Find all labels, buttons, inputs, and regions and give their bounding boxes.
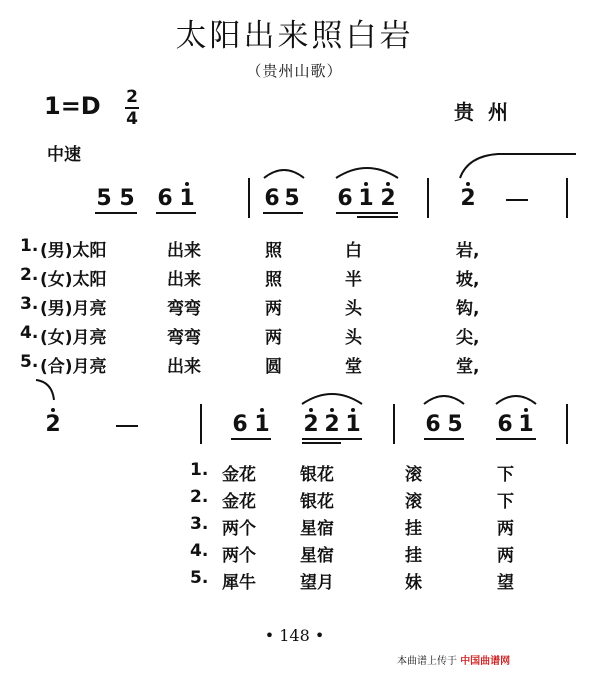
note: 5 <box>447 412 463 437</box>
slur <box>422 392 466 406</box>
lyric-word: 堂, <box>456 357 480 377</box>
eighth-beam <box>156 212 196 214</box>
time-signature-top: 2 <box>126 87 138 107</box>
eighth-beam <box>263 212 303 214</box>
lyric-word: 望月 <box>300 573 334 593</box>
lyric-word: 两 <box>265 299 282 319</box>
note: 6 <box>425 412 441 437</box>
lyric-word: 两个 <box>222 519 256 539</box>
sustain-dash <box>506 199 528 201</box>
barline <box>248 178 250 218</box>
lyric-word: (男)太阳 <box>40 241 107 261</box>
octave-dot <box>330 408 334 412</box>
lyric-word: 半 <box>345 270 362 290</box>
upload-footer <box>397 652 510 667</box>
barline <box>427 178 429 218</box>
eighth-beam <box>424 438 464 440</box>
lyric-word: 岩, <box>456 241 480 261</box>
note: 2 <box>460 186 476 211</box>
lyric-word: 出来 <box>167 357 201 377</box>
region-label: 贵州 <box>454 100 522 124</box>
note: 6 <box>232 412 248 437</box>
note: 2 <box>324 412 340 437</box>
verse-number: 4. <box>190 541 209 561</box>
lyric-word: 照 <box>265 241 282 261</box>
lyric-word: 银花 <box>300 492 334 512</box>
lyric-word: 照 <box>265 270 282 290</box>
lyric-word: 弯弯 <box>167 328 201 348</box>
page-number-value: 148 <box>279 626 310 645</box>
lyric-word: 下 <box>497 465 514 485</box>
lyric-word: 钩, <box>456 299 480 319</box>
tie-continuation <box>34 378 58 402</box>
sixteenth-beam <box>357 216 398 218</box>
verse-number: 3. <box>190 514 209 534</box>
octave-dot <box>351 408 355 412</box>
lyric-word: 头 <box>345 299 362 319</box>
barline <box>200 404 202 444</box>
sustain-dash <box>116 425 138 427</box>
note: 1 <box>358 186 374 211</box>
octave-dot <box>51 408 55 412</box>
note: 6 <box>337 186 353 211</box>
verse-number: 3. <box>20 294 39 314</box>
lyric-word: 望 <box>497 573 514 593</box>
page-number: • 148 • <box>264 626 325 645</box>
note: 5 <box>284 186 300 211</box>
verse-number: 2. <box>190 487 209 507</box>
note: 6 <box>264 186 280 211</box>
lyric-word: 尖, <box>456 328 480 348</box>
lyric-word: 下 <box>497 492 514 512</box>
lyric-word: 堂 <box>345 357 362 377</box>
barline <box>393 404 395 444</box>
note: 5 <box>96 186 112 211</box>
lyric-word: 坡, <box>456 270 480 290</box>
lyric-word: 银花 <box>300 465 334 485</box>
note: 6 <box>497 412 513 437</box>
tie-to-next-system <box>458 152 578 180</box>
lyric-word: 妹 <box>405 573 422 593</box>
slur <box>494 392 538 406</box>
barline <box>566 178 568 218</box>
sixteenth-beam <box>302 442 341 444</box>
lyric-word: 两 <box>497 546 514 566</box>
lyric-word: 两个 <box>222 546 256 566</box>
lyric-word: 犀牛 <box>222 573 256 593</box>
tempo-marking: 中速 <box>47 145 81 165</box>
eighth-beam <box>496 438 536 440</box>
note: 6 <box>157 186 173 211</box>
verse-number: 4. <box>20 323 39 343</box>
verse-number: 5. <box>20 352 39 372</box>
verse-number: 2. <box>20 265 39 285</box>
lyric-word: (合)月亮 <box>40 357 107 377</box>
verse-number: 1. <box>190 460 209 480</box>
lyric-word: 滚 <box>405 492 422 512</box>
site-logo: 中国曲谱网 <box>460 656 511 667</box>
verse-number: 1. <box>20 236 39 256</box>
eighth-beam <box>231 438 271 440</box>
slur <box>262 166 306 180</box>
note: 1 <box>345 412 361 437</box>
note: 1 <box>254 412 270 437</box>
lyric-word: (女)月亮 <box>40 328 107 348</box>
lyric-word: 挂 <box>405 519 422 539</box>
note: 1 <box>179 186 195 211</box>
eighth-beam <box>95 212 137 214</box>
lyric-word: 出来 <box>167 270 201 290</box>
lyric-word: 两 <box>265 328 282 348</box>
lyric-word: 出来 <box>167 241 201 261</box>
verse-number: 5. <box>190 568 209 588</box>
octave-dot <box>260 408 264 412</box>
lyric-word: 头 <box>345 328 362 348</box>
lyric-word: 挂 <box>405 546 422 566</box>
octave-dot <box>466 182 470 186</box>
note: 5 <box>119 186 135 211</box>
note: 2 <box>303 412 319 437</box>
eighth-beam <box>302 438 362 440</box>
lyric-word: (女)太阳 <box>40 270 107 290</box>
time-signature-bottom: 4 <box>126 109 138 129</box>
lyric-word: 星宿 <box>300 519 334 539</box>
note: 2 <box>45 412 61 437</box>
time-signature <box>125 89 139 127</box>
eighth-beam <box>336 212 398 214</box>
octave-dot <box>185 182 189 186</box>
note: 2 <box>380 186 396 211</box>
lyric-word: 滚 <box>405 465 422 485</box>
lyric-word: 白 <box>345 241 362 261</box>
lyric-word: 圆 <box>265 357 282 377</box>
octave-dot <box>309 408 313 412</box>
barline <box>566 404 568 444</box>
lyric-word: 金花 <box>222 492 256 512</box>
lyric-word: 星宿 <box>300 546 334 566</box>
lyric-word: 金花 <box>222 465 256 485</box>
lyric-word: 两 <box>497 519 514 539</box>
note: 1 <box>518 412 534 437</box>
slur <box>334 164 400 180</box>
song-title: 太阳出来照白岩 <box>175 18 414 54</box>
lyric-word: 弯弯 <box>167 299 201 319</box>
lyric-word: (男)月亮 <box>40 299 107 319</box>
slur <box>300 390 364 406</box>
octave-dot <box>524 408 528 412</box>
footer-text: 本曲谱上传于 <box>397 656 457 667</box>
octave-dot <box>364 182 368 186</box>
octave-dot <box>386 182 390 186</box>
key-signature: 1=D <box>44 92 101 120</box>
song-subtitle: （贵州山歌） <box>246 62 343 80</box>
